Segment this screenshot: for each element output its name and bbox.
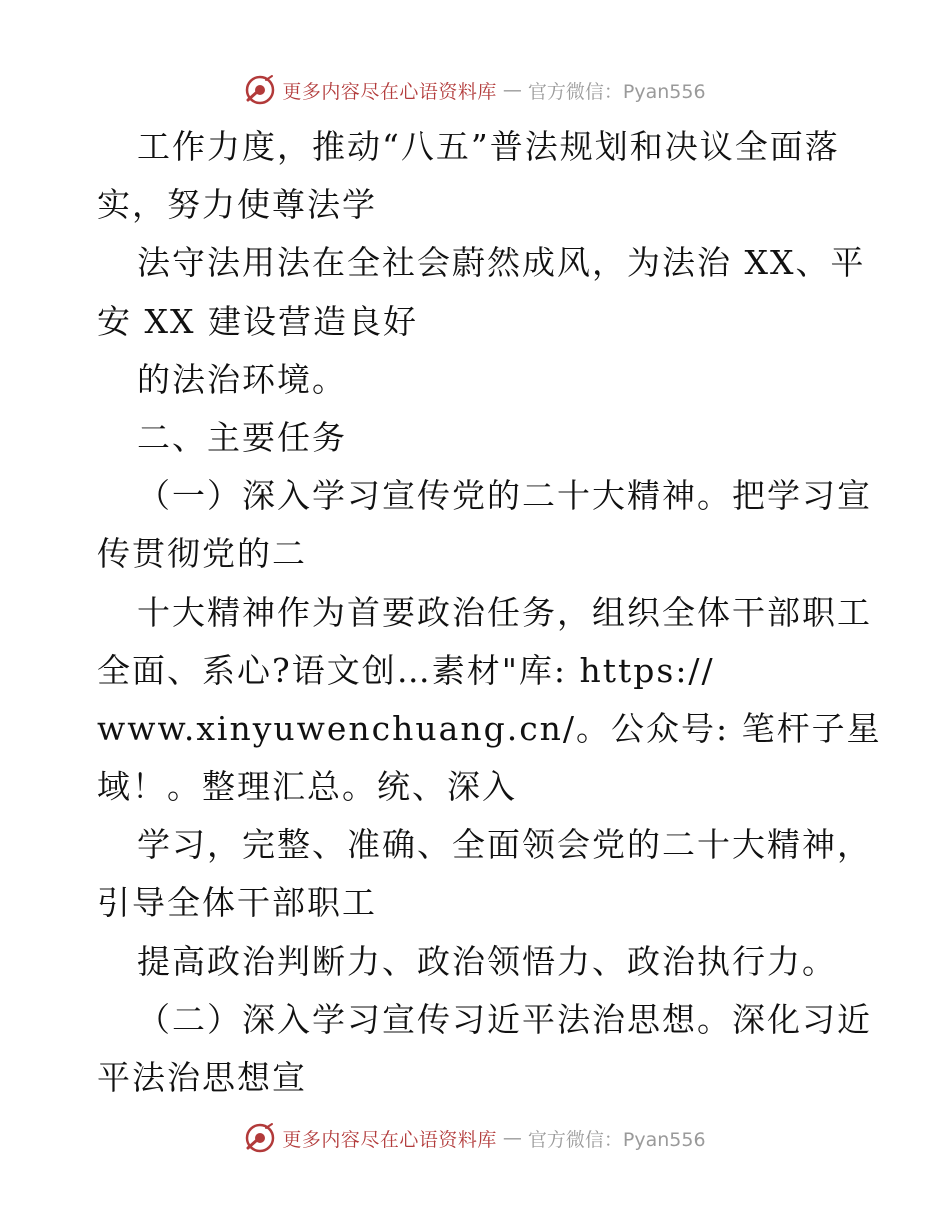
body-line: 提高政治判断力、政治领悟力、政治执行力。 <box>137 941 837 981</box>
body-line: （二）深入学习宣传习近平法治思想。深化习近 <box>137 999 872 1039</box>
banner-wechat: 官方微信：Pyan556 <box>527 80 706 103</box>
body-line: 二、主要任务 <box>137 417 347 457</box>
body-line: 平法治思想宣 <box>97 1058 307 1097</box>
body-line: 的法治环境。 <box>137 359 347 399</box>
body-line: 学习，完整、准确、全面领会党的二十大精神， <box>137 825 872 865</box>
document-body <box>97 118 882 1107</box>
body-line: 实，努力使尊法学 <box>97 185 377 225</box>
body-line: 传贯彻党的二 <box>97 534 307 574</box>
banner-separator: — <box>502 79 522 101</box>
footer-banner <box>0 1118 950 1158</box>
pen-logo-icon <box>244 74 276 106</box>
body-line: 引导全体干部职工 <box>97 883 377 923</box>
banner-site-name: 更多内容尽在心语资料库 <box>282 1128 497 1151</box>
pen-logo-icon <box>244 1122 276 1154</box>
body-line: 工作力度，推动“八五”普法规划和决议全面落 <box>137 127 840 166</box>
banner-wechat: 官方微信：Pyan556 <box>527 1128 706 1151</box>
body-line: 十大精神作为首要政治任务，组织全体干部职工 <box>137 592 872 632</box>
body-line: 全面、系心?语文创…素材"库: https:// <box>97 650 715 690</box>
body-line: 安 XX 建设营造良好 <box>97 301 418 341</box>
banner-separator: — <box>502 1127 522 1149</box>
body-line: （一）深入学习宣传党的二十大精神。把学习宣 <box>137 476 872 516</box>
banner-site-name: 更多内容尽在心语资料库 <box>282 80 497 103</box>
body-line: 法守法用法在全社会蔚然成风，为法治 XX、平 <box>137 243 866 283</box>
body-line: www.xinyuwenchuang.cn/。公众号: 笔杆子星 <box>97 708 882 748</box>
header-banner <box>0 70 950 110</box>
body-line: 域！。整理汇总。统、深入 <box>97 767 517 807</box>
